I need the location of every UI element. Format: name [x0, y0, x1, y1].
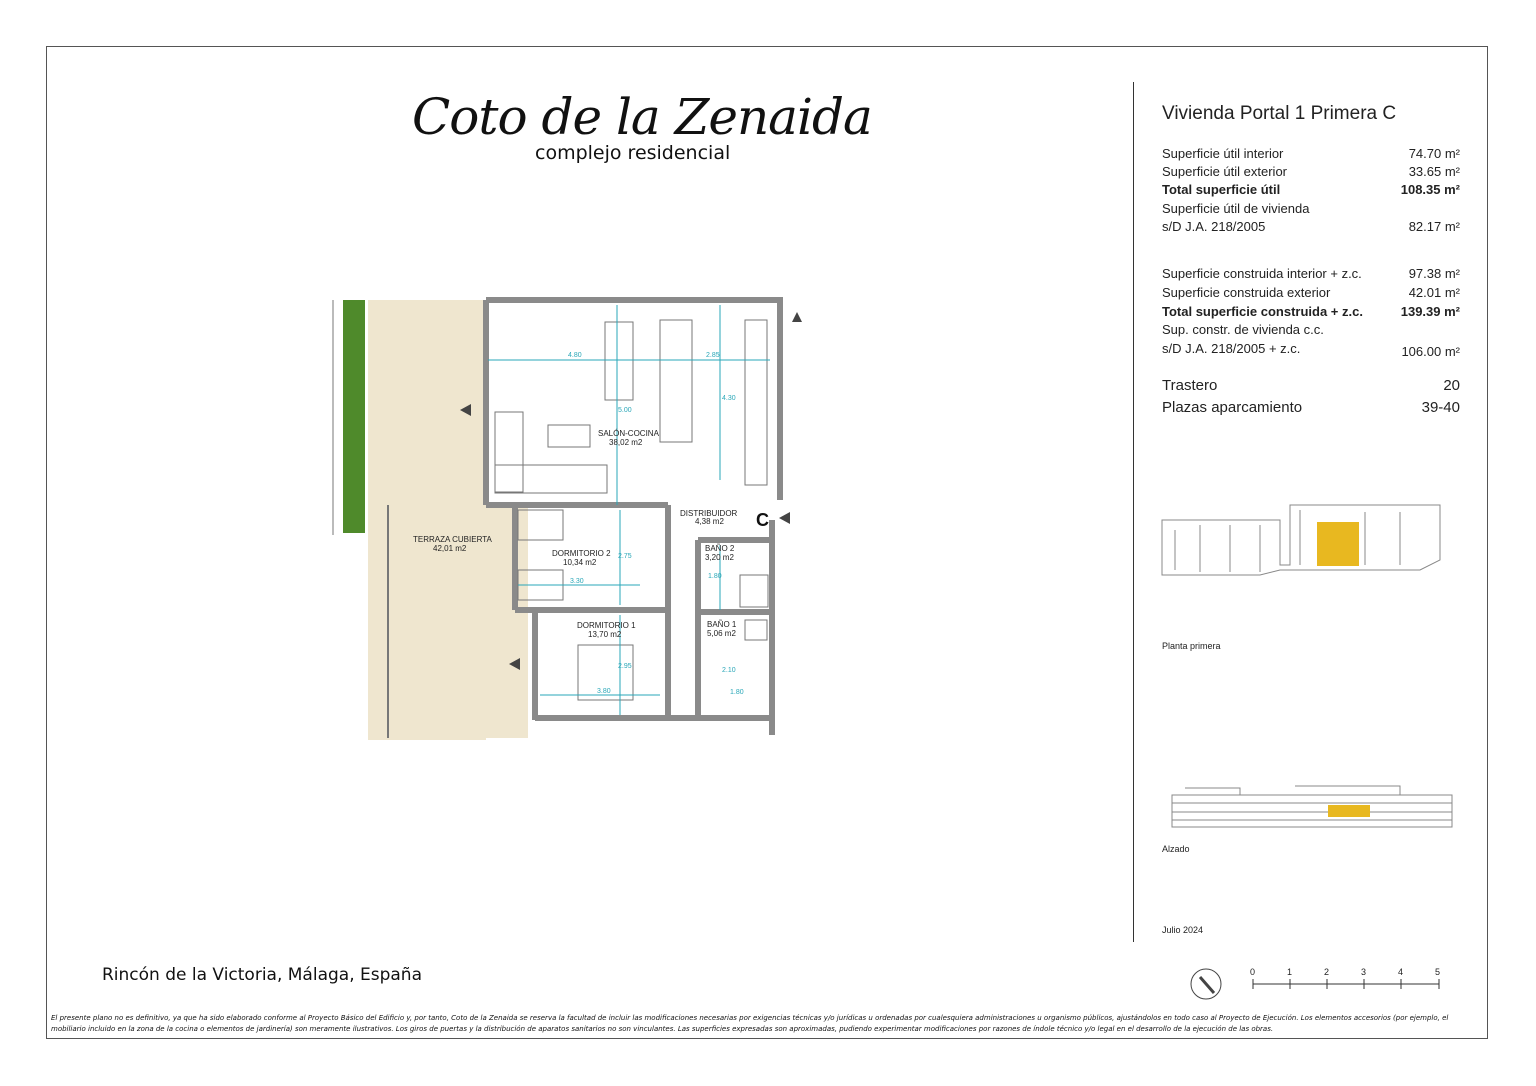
row-label: Superficie útil de vivienda	[1162, 201, 1310, 216]
scale-tick-label: 1	[1287, 967, 1293, 977]
room-name: DORMITORIO 1	[577, 621, 636, 630]
row-label: Superficie construida exterior	[1162, 285, 1331, 300]
row-value: 74.70 m²	[1408, 146, 1460, 161]
scale-bar	[1253, 979, 1439, 989]
row-label: Total superficie útil	[1162, 182, 1281, 197]
row-value: 108.35 m²	[1400, 182, 1460, 197]
room-area: 4,38 m2	[695, 517, 724, 526]
room-area: 10,34 m2	[563, 558, 597, 567]
dim-label: 3.80	[597, 688, 611, 695]
project-subtitle: complejo residencial	[535, 142, 731, 164]
scale-tick-label: 3	[1361, 967, 1367, 977]
alzado-caption: Alzado	[1162, 844, 1190, 854]
unit-highlight	[1317, 522, 1359, 566]
dim-label: 3.30	[570, 578, 584, 585]
project-title: Coto de la Zenaida	[412, 88, 872, 146]
arrow-icon	[792, 312, 802, 322]
room-area: 42,01 m2	[433, 544, 467, 553]
scale-tick-label: 0	[1250, 967, 1256, 977]
room-name: SALÓN-COCINA	[598, 429, 659, 438]
dim-label: 1.80	[730, 689, 744, 696]
row-label: s/D J.A. 218/2005 + z.c.	[1162, 341, 1301, 356]
row-label: s/D J.A. 218/2005	[1162, 219, 1266, 234]
row-value: 20	[1443, 377, 1460, 394]
room-name: DORMITORIO 2	[552, 549, 611, 558]
room-name: DISTRIBUIDOR	[680, 509, 738, 518]
dim-label: 2.75	[618, 553, 632, 560]
room-name: TERRAZA CUBIERTA	[413, 535, 492, 544]
row-value: 139.39 m²	[1400, 304, 1460, 319]
row-label: Sup. constr. de vivienda c.c.	[1162, 322, 1324, 337]
planter-green	[343, 300, 365, 533]
room-area: 13,70 m2	[588, 630, 622, 639]
unit-letter: C	[756, 510, 769, 530]
dim-label: 5.00	[618, 407, 632, 414]
row-label: Plazas aparcamiento	[1162, 399, 1303, 416]
scale-tick-label: 2	[1324, 967, 1330, 977]
dim-label: 4.80	[568, 352, 582, 359]
planta-caption: Planta primera	[1162, 641, 1221, 651]
scale-tick-label: 4	[1398, 967, 1404, 977]
arrow-icon	[779, 512, 790, 524]
room-area: 5,06 m2	[707, 629, 736, 638]
date-label: Julio 2024	[1162, 925, 1204, 935]
row-value: 82.17 m²	[1408, 219, 1460, 234]
row-label: Trastero	[1162, 377, 1218, 394]
room-name: BAÑO 2	[705, 544, 735, 553]
row-value: 106.00 m²	[1401, 344, 1460, 359]
row-label: Superficie útil interior	[1162, 146, 1284, 161]
scale-tick-label: 5	[1435, 967, 1441, 977]
elevation-highlight	[1328, 805, 1370, 817]
elevation-thumbnail	[1172, 786, 1452, 827]
row-label: Superficie construida interior + z.c.	[1162, 266, 1362, 281]
dim-label: 2.10	[722, 667, 736, 674]
dim-label: 1.80	[708, 573, 722, 580]
row-label: Total superficie construida + z.c.	[1162, 304, 1363, 319]
room-name: BAÑO 1	[707, 620, 737, 629]
location-plan-thumbnail	[1162, 505, 1440, 575]
dim-label: 2.95	[618, 663, 632, 670]
panel-divider	[1133, 82, 1134, 942]
row-value: 39-40	[1421, 399, 1460, 416]
row-label: Superficie útil exterior	[1162, 164, 1287, 179]
row-value: 33.65 m²	[1408, 164, 1460, 179]
row-value: 97.38 m²	[1408, 266, 1460, 281]
unit-title: Vivienda Portal 1 Primera C	[1162, 103, 1397, 124]
dim-label: 4.30	[722, 395, 736, 402]
row-value: 42.01 m²	[1408, 285, 1460, 300]
location-text: Rincón de la Victoria, Málaga, España	[102, 965, 423, 985]
room-area: 3,20 m2	[705, 553, 734, 562]
room-area: 38,02 m2	[609, 438, 643, 447]
dim-label: 2.85	[706, 352, 720, 359]
disclaimer-text: El presente plano no es definitivo, ya que ha sido elaborado conforme al Proyecto Básico del Edificio y, por tanto, Coto de la Zenaida se reserva la facultad de incluir las modificaciones necesarias por exigencias técnicas y/o jurídicas u ordenadas por cualesquiera administraciones u organismo públicos, ajustándolos en todo caso al Proyecto de Ejecución. Los elementos accesorios (por ejemplo, el mobiliario incluido en la zona de la cocina o elementos de jardinería) son meramente ilustrativos. Los giros de puertas y la distribución de aparatos sanitarios no son vinculantes. Las superficies expresadas son aproximadas, pudiendo experimentar modificaciones por razones de índole técnico y/o legal en el desarrollo de la ejecución de las obras.	[51, 1014, 1449, 1033]
